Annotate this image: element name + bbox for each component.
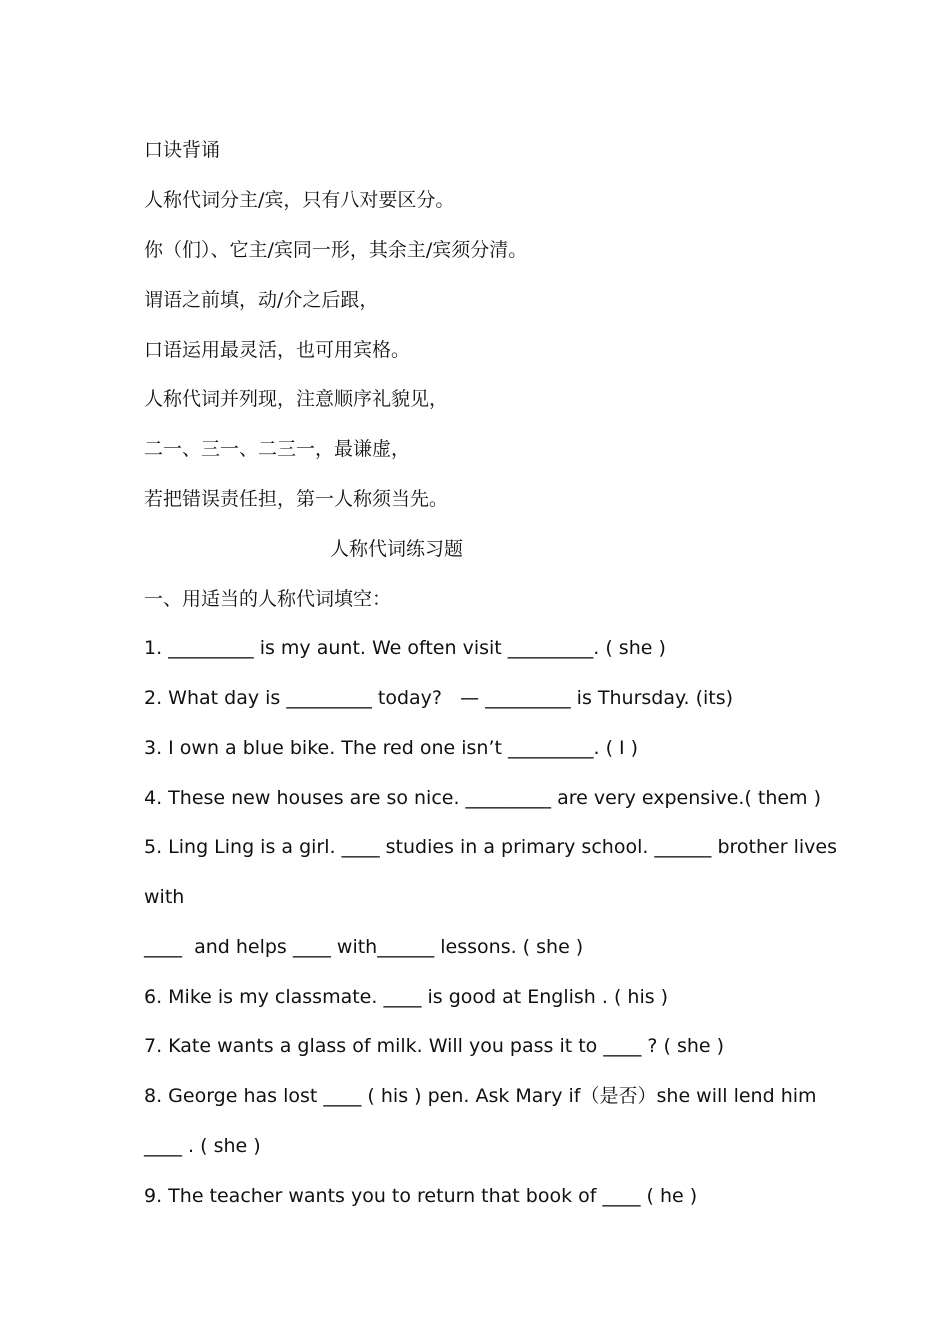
exercise-item-5-continued-2: ____ and helps ____ with______ lessons. ( she ) <box>144 936 584 958</box>
mnemonic-line-1: 人称代词分主/宾，只有八对要区分。 <box>144 189 455 211</box>
mnemonic-heading: 口诀背诵 <box>144 139 221 161</box>
exercise-item-1: 1. _________ is my aunt. We often visit _________. ( she ) <box>144 637 666 659</box>
exercise-item-8: 8. George has lost ____ ( his ) pen. Ask Mary if（是否）she will lend him <box>144 1085 817 1107</box>
mnemonic-line-4: 口语运用最灵活，也可用宾格。 <box>144 339 411 361</box>
exercise-item-9: 9. The teacher wants you to return that book of ____ ( he ) <box>144 1185 698 1207</box>
exercise-item-8-continued: ____ . ( she ) <box>144 1135 261 1157</box>
mnemonic-line-5: 人称代词并列现，注意顺序礼貌见， <box>144 388 449 410</box>
section-heading: 一、用适当的人称代词填空： <box>144 588 392 610</box>
exercise-title: 人称代词练习题 <box>330 538 464 560</box>
exercise-item-4: 4. These new houses are so nice. _________ are very expensive.( them ) <box>144 787 822 809</box>
mnemonic-line-2: 你（们）、它主/宾同一形，其余主/宾须分清。 <box>144 239 528 261</box>
exercise-item-6: 6. Mike is my classmate. ____ is good at English . ( his ) <box>144 986 669 1008</box>
exercise-item-2: 2. What day is _________ today? — _________ is Thursday. (its) <box>144 687 734 709</box>
exercise-item-3: 3. I own a blue bike. The red one isn’t _________. ( I ) <box>144 737 639 759</box>
exercise-item-5: 5. Ling Ling is a girl. ____ studies in a primary school. ______ brother lives <box>144 836 837 858</box>
mnemonic-line-3: 谓语之前填，动/介之后跟， <box>144 289 379 311</box>
exercise-item-7: 7. Kate wants a glass of milk. Will you pass it to ____ ? ( she ) <box>144 1035 725 1057</box>
mnemonic-line-7: 若把错误责任担，第一人称须当先。 <box>144 488 449 510</box>
exercise-item-5-continued: with <box>144 886 185 908</box>
mnemonic-line-6: 二一、三一、二三一，最谦虚， <box>144 438 411 460</box>
